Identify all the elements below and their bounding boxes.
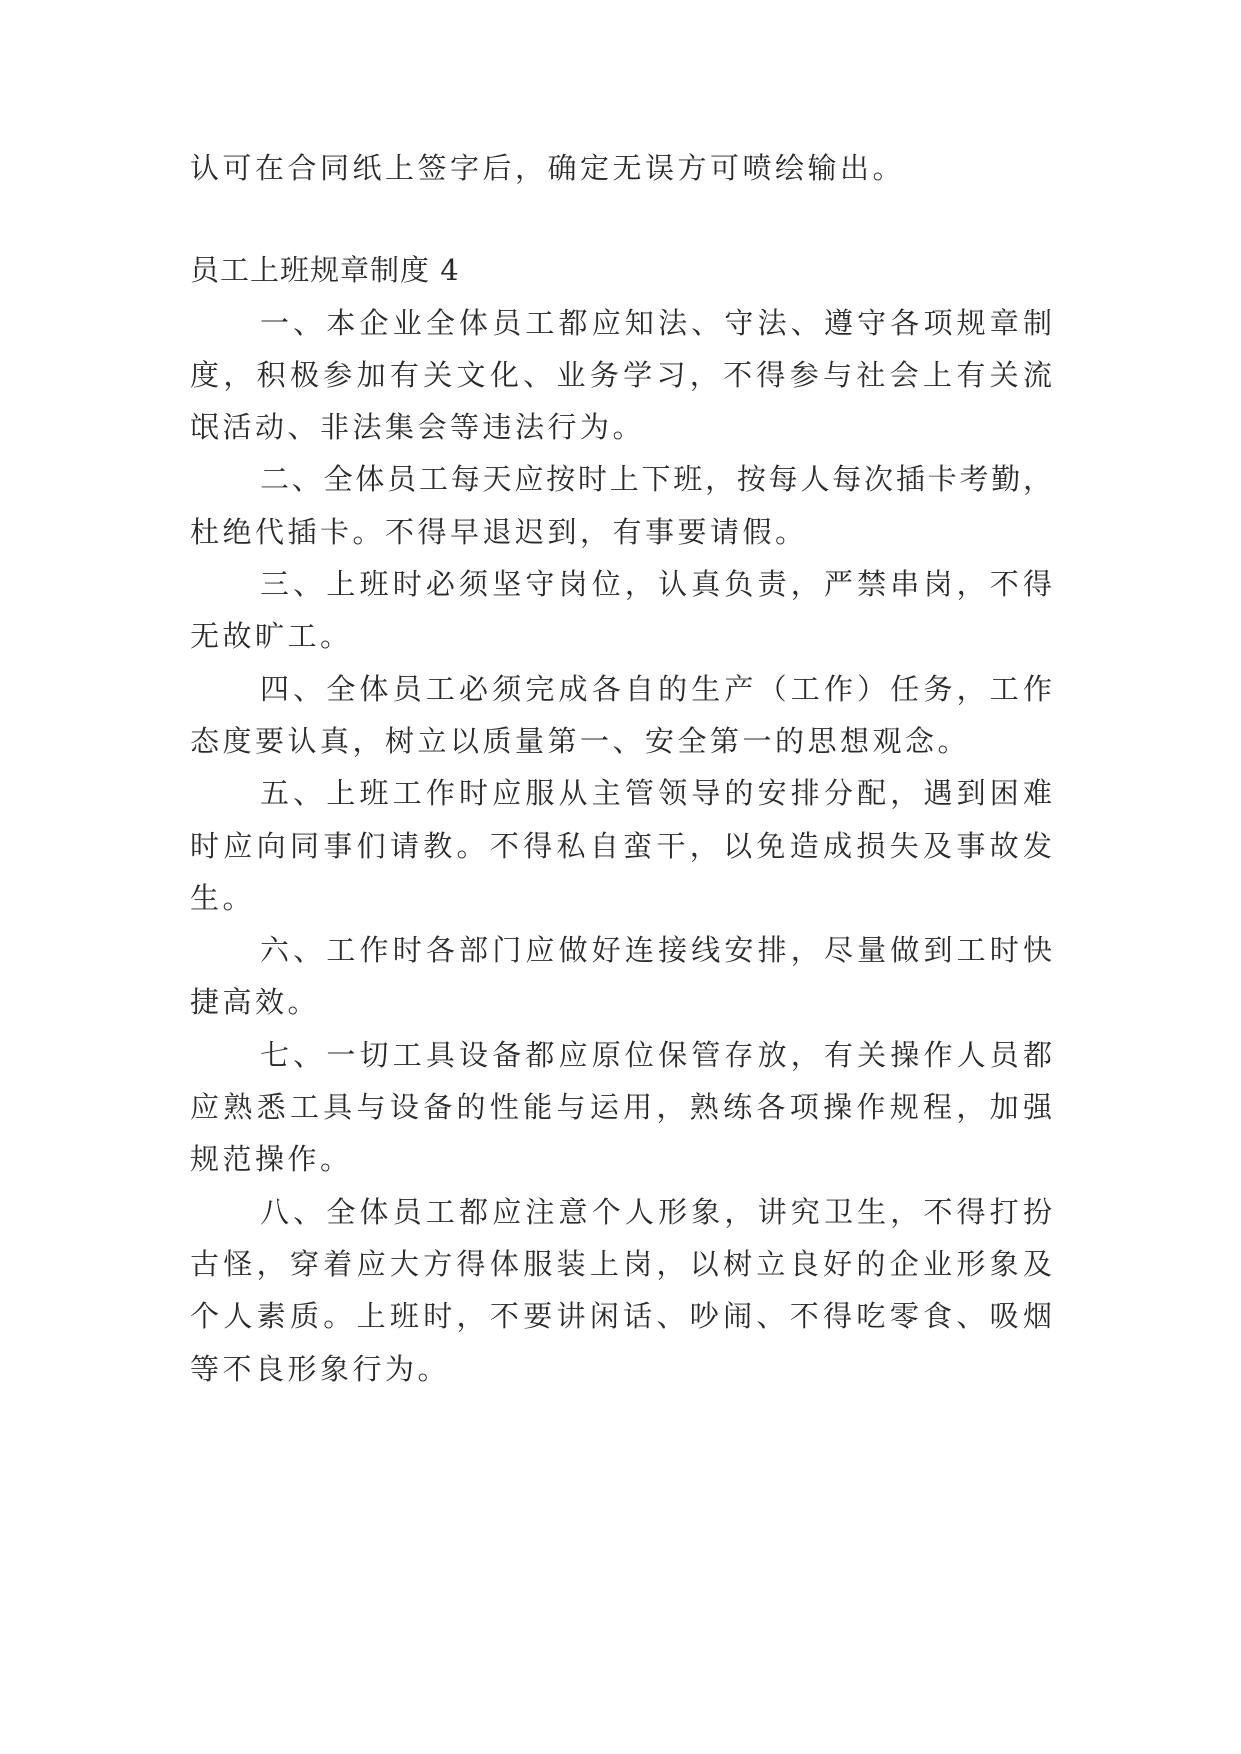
paragraph-line: 时应向同事们请教。不得私自蛮干，以免造成损失及事故发 (190, 828, 1052, 863)
paragraph-line: 捷高效。 (190, 985, 321, 1020)
paragraph-line: 生。 (190, 880, 256, 915)
paragraph-line: 一、本企业全体员工都应知法、守法、遵守各项规章制 (260, 305, 1052, 340)
continuation-line: 认可在合同纸上签字后，确定无误方可喷绘输出。 (190, 151, 906, 185)
paragraph-line: 度，积极参加有关文化、业务学习，不得参与社会上有关流 (190, 357, 1052, 392)
document-body (190, 142, 1052, 1395)
paragraph-line: 八、全体员工都应注意个人形象，讲究卫生，不得打扮 (260, 1194, 1052, 1229)
paragraph-line: 氓活动、非法集会等违法行为。 (190, 410, 646, 445)
paragraph-line: 无故旷工。 (190, 619, 353, 654)
paragraph-line: 等不良形象行为。 (190, 1351, 451, 1386)
paragraph-line: 五、上班工作时应服从主管领导的安排分配，遇到困难 (260, 776, 1052, 811)
paragraph-8 (190, 1186, 1052, 1395)
paragraph-line: 古怪，穿着应大方得体服装上岗，以树立良好的企业形象及 (190, 1246, 1052, 1281)
paragraph-6 (190, 924, 1052, 1029)
paragraph-5 (190, 767, 1052, 924)
paragraph-7 (190, 1029, 1052, 1186)
paragraph-line: 二、全体员工每天应按时上下班，按每人每次插卡考勤， (260, 462, 1052, 497)
paragraph-3 (190, 558, 1052, 663)
paragraph-line: 应熟悉工具与设备的性能与运用，熟练各项操作规程，加强 (190, 1090, 1052, 1125)
paragraph-line: 个人素质。上班时，不要讲闲话、吵闹、不得吃零食、吸烟 (190, 1299, 1052, 1334)
paragraph-line: 七、一切工具设备都应原位保管存放，有关操作人员都 (260, 1037, 1052, 1072)
paragraph-2 (190, 453, 1052, 558)
paragraph-line: 态度要认真，树立以质量第一、安全第一的思想观念。 (190, 723, 971, 758)
paragraph-line: 六、工作时各部门应做好连接线安排，尽量做到工时快 (260, 933, 1052, 968)
paragraph-4 (190, 663, 1052, 768)
section-title: 员工上班规章制度 4 (190, 253, 460, 288)
paragraph-line: 三、上班时必须坚守岗位，认真负责，严禁串岗，不得 (260, 567, 1052, 602)
paragraph-line: 杜绝代插卡。不得早退迟到，有事要请假。 (190, 514, 808, 549)
paragraph-line: 规范操作。 (190, 1142, 353, 1177)
paragraph-1 (190, 297, 1052, 454)
paragraph-line: 四、全体员工必须完成各自的生产（工作）任务，工作 (260, 671, 1052, 706)
